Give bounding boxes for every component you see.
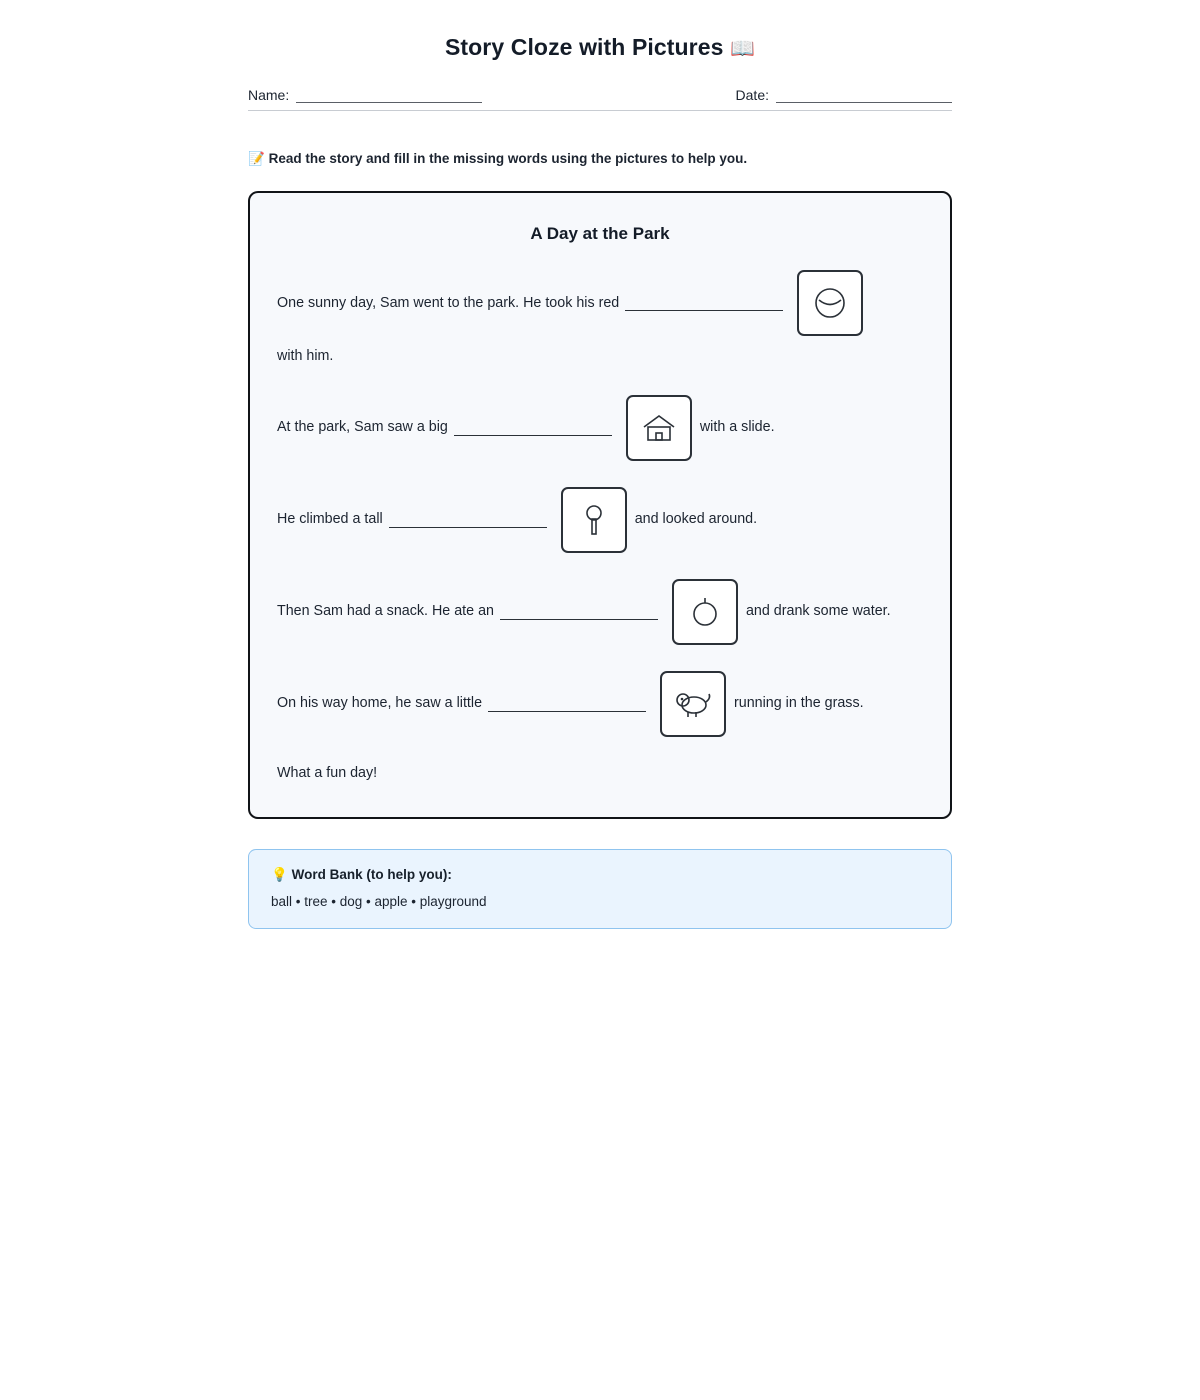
date-field-group <box>736 87 952 103</box>
instructions <box>248 151 952 167</box>
apple-icon <box>672 579 738 645</box>
story-line-5-blank[interactable] <box>488 696 646 712</box>
story-line-2-post: with a slide. <box>699 419 775 436</box>
open-book-icon: 📖 <box>730 38 756 60</box>
story-line-2-pre: At the park, Sam saw a big <box>277 419 448 436</box>
story-line-1-pre: One sunny day, Sam went to the park. He took his red <box>277 294 620 311</box>
instructions-text: Read the story and fill in the missing words using the pictures to help you. <box>268 151 748 166</box>
ball-icon <box>797 270 863 336</box>
story-card <box>248 191 952 819</box>
page-title <box>248 34 952 61</box>
memo-icon: 📝 <box>248 151 265 166</box>
date-input-rule[interactable] <box>776 89 952 103</box>
story-line-3-post: and looked around. <box>634 511 758 528</box>
name-date-row <box>248 87 952 111</box>
tree-icon <box>561 487 627 553</box>
story-line-4-blank[interactable] <box>500 604 658 620</box>
story-line-3-pre: He climbed a tall <box>277 511 383 528</box>
name-field-group <box>248 87 482 103</box>
story-body <box>276 270 924 783</box>
lightbulb-icon: 💡 <box>271 867 288 883</box>
story-line-1-continuation <box>276 346 924 367</box>
story-line-5-post: running in the grass. <box>734 695 864 712</box>
story-line-1-continuation-text: with him. <box>277 348 334 364</box>
playground-house-icon <box>626 395 692 461</box>
story-line-1 <box>276 270 924 336</box>
name-label: Name: <box>248 87 290 103</box>
story-line-2 <box>276 395 924 461</box>
word-bank <box>248 849 952 929</box>
page-title-text: Story Cloze with Pictures <box>444 34 724 60</box>
date-label: Date: <box>735 87 769 103</box>
story-closing-text: What a fun day! <box>277 764 378 781</box>
story-line-4-pre: Then Sam had a snack. He ate an <box>277 603 494 620</box>
story-line-5 <box>276 671 924 737</box>
story-line-4 <box>276 579 924 645</box>
story-heading: A Day at the Park <box>530 224 670 243</box>
word-bank-title <box>271 867 929 883</box>
story-line-3-blank[interactable] <box>389 512 547 528</box>
name-input-rule[interactable] <box>296 89 482 103</box>
dog-icon <box>660 671 726 737</box>
story-line-1-blank[interactable] <box>625 295 783 311</box>
story-closing-line <box>276 763 924 784</box>
story-line-4-post: and drank some water. <box>745 603 891 620</box>
word-bank-title-text: Word Bank (to help you): <box>291 867 452 883</box>
word-bank-words: ball • tree • dog • apple • playground <box>271 894 487 910</box>
story-line-3 <box>276 487 924 553</box>
story-line-5-pre: On his way home, he saw a little <box>277 695 483 712</box>
story-line-2-blank[interactable] <box>454 420 612 436</box>
